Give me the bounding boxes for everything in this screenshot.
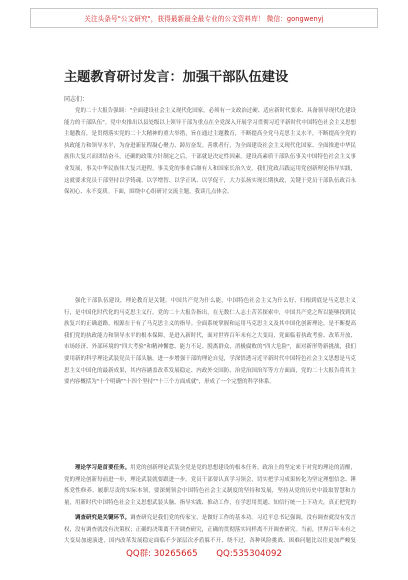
paragraph-text: 党的二十大报告强调："全面建设社会主义现代化国家，必须有一支政治过硬、适应新时代要求、具备领导现代化建设能力的干部队伍"。党中央推出以县处级以上领导干部为重点在全党深入开展学习贯彻习近平新时代中国特色社会主义思想主题教育，是贯彻落实党的二十大精神的重大举措，旨在通过主题教育，不断提高全党马克思主义水平，不断提高全党的执政能力和领导水平，为奋进新征程凝心聚力、踔厉奋发。善歌者行，为全面建设社会主义现代化国家、全面推进中华民族伟大复兴而团结奋斗，还确的政策方针制定之后，干部就是决定性因素。建设高素质干部队伍事关中国特色社会主义事业发展，事关中华民族伟大复兴进程，事关党的事业后继有人和国家长治久安。我们党政吕践运用党创新理论指导实践，这就要求党员干部坚持以学铸魂、以学增智、以学正风、以学促干，大力弘扬实现长期执政，关键于党员干部队伍政百永保初心、永不变质。下面，围绕中心组研讨交流主题，我谈几点体会。 <box>64 108 356 196</box>
paragraph-lead: 调查研究是关键环节。 <box>75 515 131 521</box>
paragraph-study <box>64 463 356 509</box>
footer-contacts <box>0 547 408 559</box>
salutation: 同志们： <box>64 96 89 103</box>
paragraph-text: 用党的创新理论武装全党是党的思想建设的根本任务。政治上的坚定来于对党的理论的清醒，党的理论创新每前进一步，理论武装就要跟进一步。党员干部要认真学习领会，切实把学习成果转化为坚定理想信念、锤炼党性修养、履职尽责的实际本领，要深刻领会中国特色社会主义制度的坚持和发展，坚持从党的历史中汲取智慧和力量，用新时代中国特色社会主义思想武装头脑、指导实践、推动工作，在学思用贯通、知信行统一上下功夫，真正把党的 <box>64 465 356 506</box>
paragraph-lead: 理论学习是首要任务。 <box>75 465 131 471</box>
paragraph-intro <box>64 106 356 292</box>
qq-group-number: QQ群: 30265665 <box>126 549 198 559</box>
paragraph-research <box>64 513 356 547</box>
top-banner: 关注头条号"公文研究"，获得最新最全最专业的公文资料库！ 微信：gongwenyj <box>30 8 378 28</box>
document-title: 主题教育研讨发言：加强干部队伍建设 <box>64 70 289 85</box>
paragraph-text: 强化干部队伍建设，理论教育是关键。中国共产党为什么能，中国特色社会主义为什么好，归根到底是马克思主义行，是中国化时代化的马克思主义行。党的二十大报告指出，在无数仁人志士苦苦探索中，中国共产党之所以能够找到民族复兴的正确道路，根源在于有了马克思主义的指导。全面系统掌握和运用马克思主义及其中国化创新理论，是不断提高我们党的执政能力和领导水平的根本保障，是进入新时代，面对世界百年未有之大变局，党面临着执政考验、改革开放、市场经济、外部环境的"四大考验"和精神懈怠、能力不足、脱离群众、消极腐败的"四大危险"，面对新形势新挑战，我们要用新的科学理论武装党员干部头脑，进一步增强干部的理论自觉，学深悟透习近平新时代中国特色社会主义思想是马克思主义中国化的最新成果，其内容涵盖改革发展稳定、内政外交国防、治党治国治军等方方面面，党的二十大报告将其主要内容概括为"十个明确""十四个坚持""十三个方面成就"，形成了一个完整的科学体系。 <box>64 298 356 386</box>
paragraph-text: 调查研究是我们党的传家宝，是做好工作的基本功。习近平总书记强调，没有调查就没有发言权，没有调查就没有决策权；正确的决策离不开调查研究，正确的贯彻落实同样离不开调查研究。当前，世界百年未有之大变局加速演进，国内改革发展稳定面临不少深层次矛盾躲不开、绕不过，各种风险挑战、困难问题比以往更加严峻复 <box>64 515 356 545</box>
qq-number: QQ:535304092 <box>216 549 282 559</box>
paragraph-theory <box>64 296 356 459</box>
